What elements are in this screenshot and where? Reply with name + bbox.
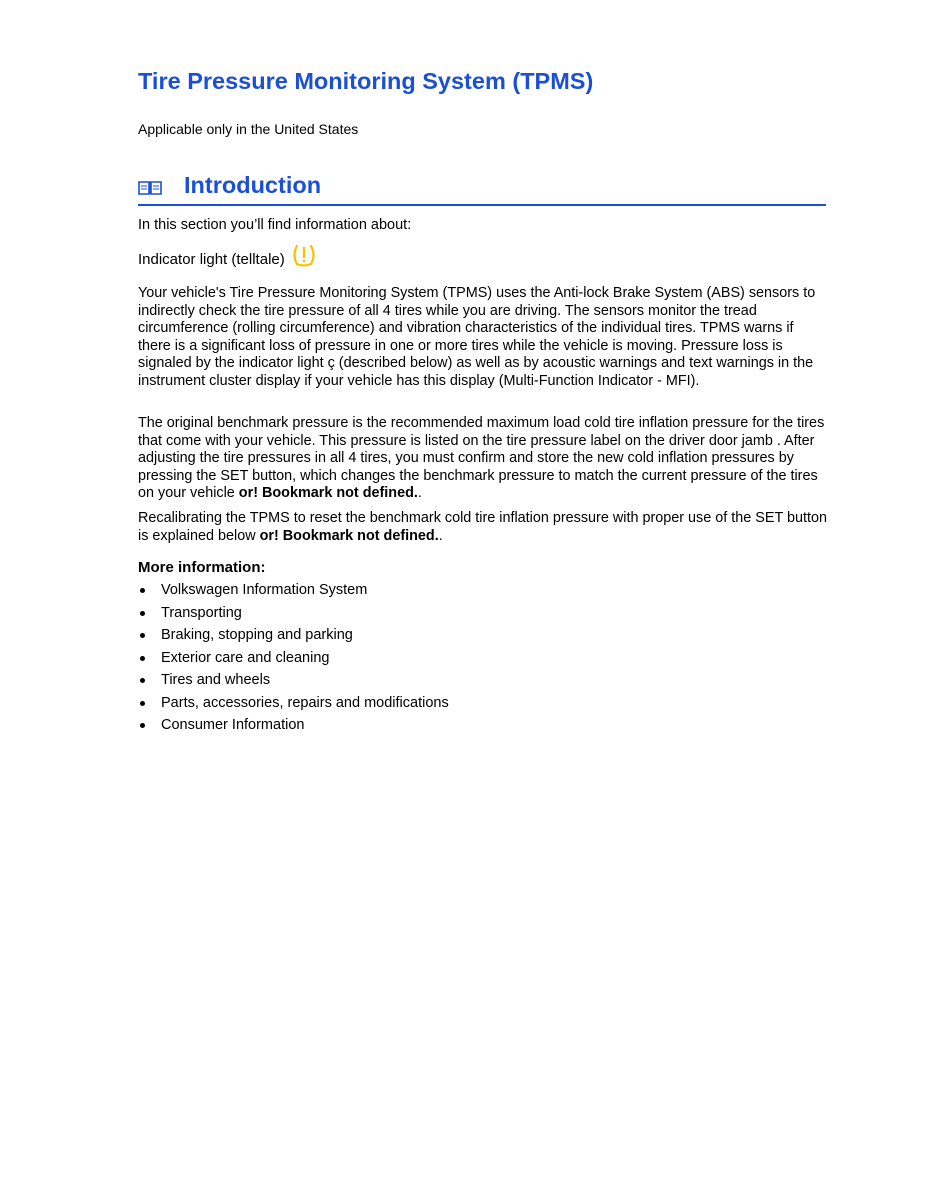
intro-lead: In this section you’ll find information about: (138, 217, 412, 233)
paragraph-benchmark-end: . (417, 485, 422, 501)
more-info-title: More information: (138, 559, 266, 576)
paragraph-tpms-overview: Your vehicle's Tire Pressure Monitoring System (TPMS) uses the Anti-lock Brake System (ABS) sensors to indirectly check the tire pressure of all 4 tires while you are driving. The sensors monitor the tread circumference (rolling circumference) and vibration characteristics of the individual tires. TPMS warns if there is a significant loss of pressure in one or more tires while the vehicle is moving. Pressure loss is signaled by the indicator light ç (described below) as well as by acoustic warnings and text warnings in the instrument cluster display if your vehicle has this display (Multi-Function Indicator - MFI). (138, 285, 816, 389)
bullet-icon (140, 611, 145, 616)
list-item (138, 605, 449, 628)
indicator-label: Indicator light (telltale) (138, 251, 285, 268)
bullet-icon (140, 701, 145, 706)
bookmark-error: or! Bookmark not defined. (238, 485, 418, 501)
list-item (138, 717, 449, 740)
bookmark-error: or! Bookmark not defined. (259, 527, 439, 544)
paragraph-benchmark-text: The original benchmark pressure is the recommended maximum load cold tire inflation pressure for the tires that come with your vehicle. This pressure is listed on the tire pressure label on the driver door jamb . After adjusting the tire pressures in all 4 tires, you must confirm and store the new cold inflation pressures by pressing the SET button, which changes the benchmark pressure to match the current pressure of the tires on your vehicle (138, 415, 825, 501)
list-item-label: Braking, stopping and parking (161, 627, 353, 643)
list-item (138, 582, 449, 605)
paragraph-recalibration-end: . (438, 527, 443, 544)
section-title: Introduction (184, 172, 322, 198)
paragraph-benchmark (138, 415, 828, 503)
list-item-label: Transporting (161, 604, 242, 621)
tpms-warning-icon (289, 243, 319, 267)
paragraph-recalibration-text: Recalibrating the TPMS to reset the benchmark cold tire inflation pressure with proper use of the SET button is explained below (138, 510, 827, 544)
bullet-icon (140, 588, 145, 593)
list-item-label: Consumer Information (161, 717, 305, 733)
indicator-line (138, 243, 319, 268)
list-item (138, 650, 449, 673)
list-item (138, 672, 449, 695)
book-icon (138, 180, 162, 196)
list-item (138, 627, 449, 650)
bullet-icon (140, 656, 145, 661)
list-item-label: Volkswagen Information System (161, 582, 368, 598)
page-title: Tire Pressure Monitoring System (TPMS) (138, 68, 594, 94)
bullet-icon (140, 678, 145, 683)
bullet-icon (140, 633, 145, 638)
paragraph-recalibration (138, 510, 828, 545)
list-item-label: Tires and wheels (161, 672, 271, 688)
list-item (138, 695, 449, 718)
applicability-note: Applicable only in the United States (138, 121, 359, 137)
section-header (138, 172, 826, 206)
bullet-icon (140, 723, 145, 728)
list-item-label: Parts, accessories, repairs and modifications (161, 694, 449, 711)
more-info-list (138, 582, 449, 740)
list-item-label: Exterior care and cleaning (161, 649, 330, 666)
